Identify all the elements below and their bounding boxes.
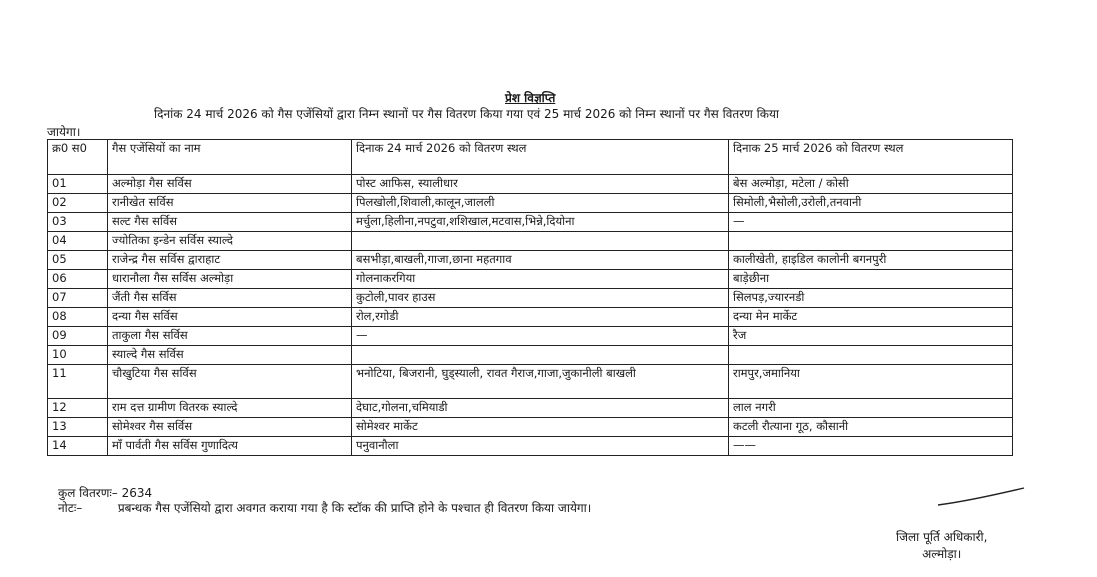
cell-agency: माँ पार्वती गैस सर्विस गुणादित्य — [108, 437, 352, 456]
table-row — [48, 327, 1013, 346]
table-row — [48, 213, 1013, 232]
header-serial: क्र0 स0 — [48, 140, 108, 175]
cell-date-24: बसभीड़ा,बाखली,गाजा,छाना महतगाव — [352, 251, 729, 270]
cell-agency: राजेन्द्र गैस सर्विस द्वाराहाट — [108, 251, 352, 270]
note — [58, 499, 591, 516]
cell-date-25 — [729, 346, 1013, 365]
cell-agency: सल्ट गैस सर्विस — [108, 213, 352, 232]
cell-serial: 05 — [48, 251, 108, 270]
table-row — [48, 308, 1013, 327]
table-row — [48, 346, 1013, 365]
cell-date-25: बाड़ेछीना — [729, 270, 1013, 289]
cell-agency: सोमेश्वर गैस सर्विस — [108, 418, 352, 437]
cell-date-24 — [352, 346, 729, 365]
cell-serial: 14 — [48, 437, 108, 456]
header-agency: गैस एजेंसियों का नाम — [108, 140, 352, 175]
cell-agency: ताकुला गैस सर्विस — [108, 327, 352, 346]
table-row — [48, 365, 1013, 399]
cell-date-25: दन्या मेन मार्केट — [729, 308, 1013, 327]
table-row — [48, 175, 1013, 194]
cell-date-24: पनुवानौला — [352, 437, 729, 456]
header-date-25: दिनाक 25 मार्च 2026 को वितरण स्थल — [729, 140, 1013, 175]
table-row — [48, 251, 1013, 270]
cell-serial: 01 — [48, 175, 108, 194]
table-row — [48, 194, 1013, 213]
cell-serial: 03 — [48, 213, 108, 232]
cell-date-25: सिमोली,भैसोली,उरोली,तनवानी — [729, 194, 1013, 213]
cell-date-24: देघाट,गोलना,चमियाडी — [352, 399, 729, 418]
table-row — [48, 289, 1013, 308]
cell-date-25: बेस अल्मोड़ा, मटेला / कोसी — [729, 175, 1013, 194]
cell-date-24: पोस्ट आफिस, स्यालीधार — [352, 175, 729, 194]
distribution-table — [47, 139, 1013, 456]
cell-date-25: कटली रौत्याना गूठ, कौसानी — [729, 418, 1013, 437]
signature-mark — [936, 485, 1026, 509]
cell-date-25: रैज — [729, 327, 1013, 346]
cell-agency: स्याल्दे गैस सर्विस — [108, 346, 352, 365]
intro-line-2: जायेगा। — [47, 125, 81, 139]
cell-date-24: कुटोली,पावर हाउस — [352, 289, 729, 308]
cell-date-24: सोमेश्वर मार्केट — [352, 418, 729, 437]
table-row — [48, 437, 1013, 456]
header-date-24: दिनाक 24 मार्च 2026 को वितरण स्थल — [352, 140, 729, 175]
cell-date-24: भनोटिया, बिजरानी, घुड्स्याली, रावत गैराज,गाजा,जुकानीली बाखली — [352, 365, 729, 399]
cell-serial: 09 — [48, 327, 108, 346]
table-row — [48, 418, 1013, 437]
intro-line-1: दिनांक 24 मार्च 2026 को गैस एजेंसियों द्वारा निम्न स्थानों पर गैस वितरण किया गया एवं 25 मार्च 2026 को निम्न स्थानों पर गैस वितरण किया — [154, 107, 780, 121]
cell-agency: धारानौला गैस सर्विस अल्मोड़ा — [108, 270, 352, 289]
cell-date-25: —— — [729, 437, 1013, 456]
table-row — [48, 270, 1013, 289]
cell-agency: चौखुटिया गैस सर्विस — [108, 365, 352, 399]
cell-serial: 06 — [48, 270, 108, 289]
cell-serial: 10 — [48, 346, 108, 365]
cell-serial: 08 — [48, 308, 108, 327]
total-distribution: कुल वितरणः– 2634 — [58, 486, 153, 500]
cell-date-24: पिलखोली,शिवाली,कालून,जालली — [352, 194, 729, 213]
cell-serial: 04 — [48, 232, 108, 251]
cell-date-24: गोलनाकरगिया — [352, 270, 729, 289]
cell-date-25: रामपुर,जमानिया — [729, 365, 1013, 399]
note-label: नोटः– — [58, 501, 83, 515]
cell-date-25 — [729, 232, 1013, 251]
signatory-designation: जिला पूर्ति अधिकारी, — [896, 530, 988, 544]
notice-title: प्रेश विज्ञप्ति — [505, 91, 556, 105]
cell-agency: ज्योतिका इन्डेन सर्विस स्याल्दे — [108, 232, 352, 251]
cell-date-25: सिलपड़,ज्यारनडी — [729, 289, 1013, 308]
cell-serial: 13 — [48, 418, 108, 437]
cell-agency: दन्या गैस सर्विस — [108, 308, 352, 327]
table-row — [48, 399, 1013, 418]
signatory-location: अल्मोड़ा। — [922, 547, 962, 561]
cell-date-24 — [352, 232, 729, 251]
note-text: प्रबन्धक गैस एजेंसियो द्वारा अवगत कराया गया है कि स्टॉक की प्राप्ति होने के पश्चात ही वितरण किया जायेगा। — [117, 501, 592, 515]
cell-date-25: — — [729, 213, 1013, 232]
cell-serial: 02 — [48, 194, 108, 213]
cell-date-24: मर्चुला,हिलीना,नपटुवा,शशिखाल,मटवास,भिन्ने,दियोना — [352, 213, 729, 232]
table-row — [48, 232, 1013, 251]
cell-agency: रानीखेत सर्विस — [108, 194, 352, 213]
cell-serial: 12 — [48, 399, 108, 418]
cell-agency: अल्मोड़ा गैस सर्विस — [108, 175, 352, 194]
signatory-block — [896, 529, 987, 563]
cell-agency: राम दत्त ग्रामीण वितरक स्याल्दे — [108, 399, 352, 418]
cell-serial: 11 — [48, 365, 108, 399]
table-header-row — [48, 140, 1013, 175]
cell-date-24: — — [352, 327, 729, 346]
cell-date-25: लाल नगरी — [729, 399, 1013, 418]
cell-date-25: कालीखेती, हाइडिल कालोनी बगनपुरी — [729, 251, 1013, 270]
cell-date-24: रोल,रगोडी — [352, 308, 729, 327]
cell-agency: जैंती गैस सर्विस — [108, 289, 352, 308]
cell-serial: 07 — [48, 289, 108, 308]
